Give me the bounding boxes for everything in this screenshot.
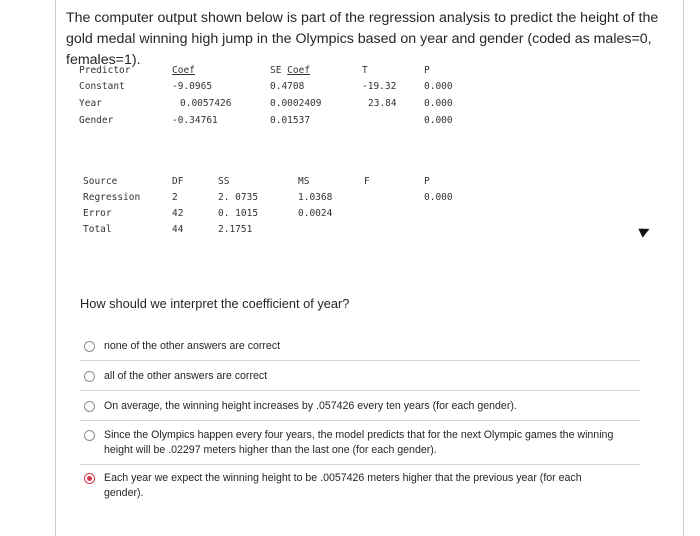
coef-row-se: 0.01537 bbox=[270, 115, 311, 126]
answer-option-label: none of the other answers are correct bbox=[104, 340, 281, 352]
coef-row-t: -19.32 bbox=[362, 81, 397, 92]
anova-header-p: P bbox=[424, 176, 430, 187]
coef-header-coef: Coef bbox=[172, 65, 195, 76]
coef-row-p: 0.000 bbox=[424, 81, 453, 92]
anova-row-df: 44 bbox=[172, 224, 184, 235]
coef-row-predictor: Constant bbox=[79, 81, 125, 92]
anova-header-ss: SS bbox=[218, 176, 230, 187]
coef-row-coef: 0.0057426 bbox=[180, 98, 232, 109]
coef-row-se: 0.4708 bbox=[270, 81, 305, 92]
coef-row-se: 0.0002409 bbox=[270, 98, 322, 109]
option-divider bbox=[80, 464, 640, 465]
answer-option[interactable] bbox=[84, 339, 624, 354]
option-divider bbox=[80, 360, 640, 361]
anova-header-f: F bbox=[364, 176, 370, 187]
coef-row-predictor: Year bbox=[79, 98, 102, 109]
radio-button[interactable] bbox=[84, 341, 95, 352]
coef-header-t: T bbox=[362, 65, 368, 76]
radio-button-selected[interactable] bbox=[84, 473, 95, 484]
coef-header-se bbox=[270, 65, 310, 76]
anova-row-p: 0.000 bbox=[424, 192, 453, 203]
answer-option-label: On average, the winning height increases by .057426 every ten years (for each gender). bbox=[104, 400, 517, 412]
coef-row-predictor: Gender bbox=[79, 115, 114, 126]
anova-row-ms: 0.0024 bbox=[298, 208, 333, 219]
anova-row-df: 42 bbox=[172, 208, 184, 219]
radio-button[interactable] bbox=[84, 430, 95, 441]
se-label: SE Coef bbox=[270, 65, 311, 76]
anova-row-ss: 0. 1015 bbox=[218, 208, 259, 219]
question-text: The computer output shown below is part of the regression analysis to predict the height of the gold medal winning high jump in the Olympics based on year and gender (coded as males=0, females=1). bbox=[66, 10, 659, 68]
coef-header-p: P bbox=[424, 65, 430, 76]
option-divider bbox=[80, 390, 640, 391]
answer-option[interactable] bbox=[84, 399, 624, 414]
coef-row-coef: -0.34761 bbox=[172, 115, 218, 126]
coef-row-p: 0.000 bbox=[424, 115, 453, 126]
radio-button[interactable] bbox=[84, 401, 95, 412]
answer-option-selected[interactable] bbox=[84, 471, 612, 501]
anova-row-source: Regression bbox=[83, 192, 141, 203]
anova-header-df: DF bbox=[172, 176, 184, 187]
coef-row-t: 23.84 bbox=[368, 98, 397, 109]
anova-row-ms: 1.0368 bbox=[298, 192, 333, 203]
anova-row-source: Total bbox=[83, 224, 112, 235]
answer-option[interactable] bbox=[84, 428, 632, 458]
option-divider bbox=[80, 420, 640, 421]
radio-button[interactable] bbox=[84, 371, 95, 382]
anova-header-ms: MS bbox=[298, 176, 310, 187]
answer-option-label: all of the other answers are correct bbox=[104, 370, 268, 382]
coef-header-predictor: Predictor bbox=[79, 65, 131, 76]
interpretation-prompt: How should we interpret the coefficient of year? bbox=[80, 296, 350, 311]
answer-option[interactable] bbox=[84, 369, 624, 384]
anova-row-df: 2 bbox=[172, 192, 178, 203]
answer-option-label: Each year we expect the winning height to be .0057426 meters higher that the previous year (for each gender). bbox=[104, 472, 582, 499]
coef-row-p: 0.000 bbox=[424, 98, 453, 109]
answer-option-label: Since the Olympics happen every four years, the model predicts that for the next Olympic games the winning height will be .02297 meters higher than the last one (for each gender). bbox=[104, 429, 614, 456]
anova-row-source: Error bbox=[83, 208, 112, 219]
anova-row-ss: 2.1751 bbox=[218, 224, 253, 235]
coef-row-coef: -9.0965 bbox=[172, 81, 213, 92]
anova-row-ss: 2. 0735 bbox=[218, 192, 259, 203]
anova-header-source: Source bbox=[83, 176, 118, 187]
